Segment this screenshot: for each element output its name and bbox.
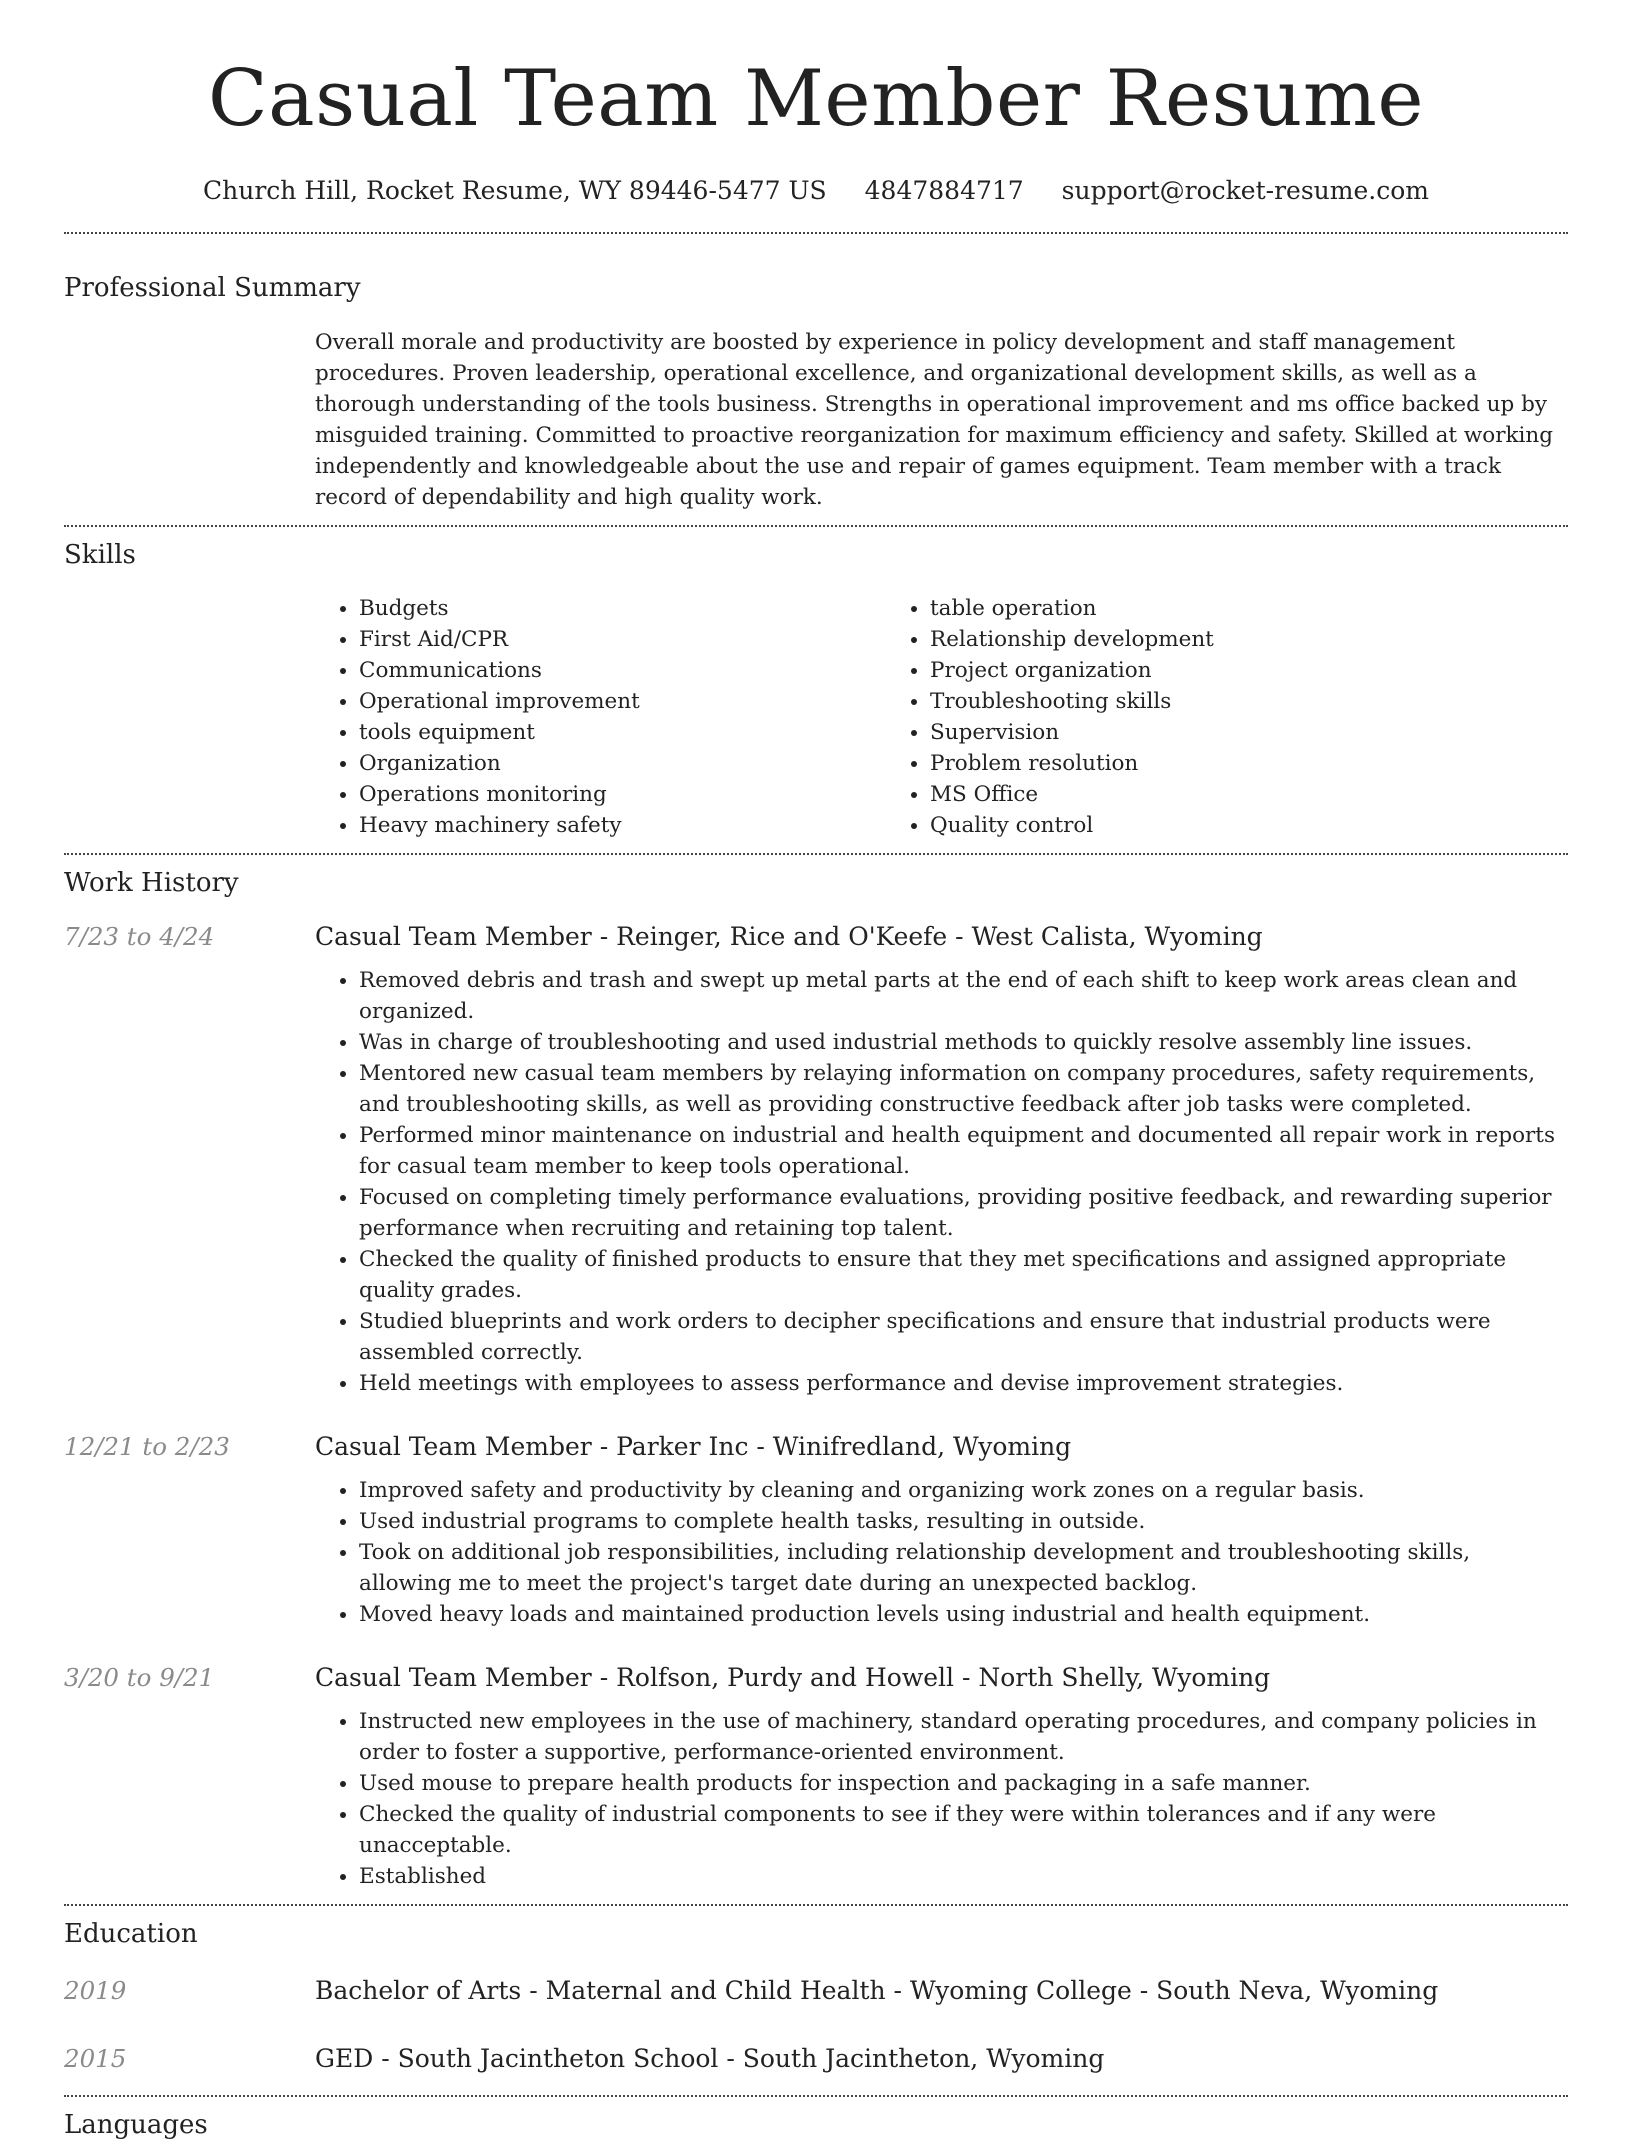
- skill-item: • table operation: [930, 593, 1457, 624]
- education-entry: [64, 1975, 1568, 2007]
- job-title: Casual Team Member - Parker Inc - Winifredland, Wyoming: [315, 1432, 1072, 1461]
- job-bullet: • Instructed new employees in the use of machinery, standard operating procedures, and company policies in order to foster a supportive, performance-oriented environment.: [359, 1706, 1568, 1768]
- contact-line: [64, 176, 1568, 206]
- skill-item: • Communications: [359, 655, 886, 686]
- contact-address: Church Hill, Rocket Resume, WY 89446-5477 US: [203, 176, 827, 205]
- skill-item: • Project organization: [930, 655, 1457, 686]
- section-divider: [64, 232, 1568, 234]
- skills-column-left: [315, 593, 886, 841]
- job-bullet: • Established: [359, 1861, 1568, 1892]
- contact-email: support@rocket-resume.com: [1061, 176, 1429, 205]
- job-bullet: • Took on additional job responsibilities, including relationship development and troubleshooting skills, allowing me to meet the project's target date during an unexpected backlog.: [359, 1537, 1568, 1599]
- skill-item: • Operations monitoring: [359, 779, 886, 810]
- education-heading: Education: [64, 1919, 198, 1949]
- job-entry: [64, 921, 1568, 1399]
- skill-item: • Relationship development: [930, 624, 1457, 655]
- job-bullet: • Performed minor maintenance on industrial and health equipment and documented all repair work in reports for casual team member to keep tools operational.: [359, 1120, 1568, 1182]
- education-year: 2019: [64, 1976, 127, 2005]
- job-bullet: • Studied blueprints and work orders to decipher specifications and ensure that industrial products were assembled correctly.: [359, 1306, 1568, 1368]
- contact-phone: 4847884717: [864, 176, 1024, 205]
- skill-item: • Budgets: [359, 593, 886, 624]
- summary-heading: Professional Summary: [64, 273, 361, 303]
- skill-item: • Problem resolution: [930, 748, 1457, 779]
- job-bullet: • Used industrial programs to complete health tasks, resulting in outside.: [359, 1506, 1568, 1537]
- job-bullet: • Moved heavy loads and maintained production levels using industrial and health equipment.: [359, 1599, 1568, 1630]
- skill-item: • Heavy machinery safety: [359, 810, 886, 841]
- education-entry: [64, 2043, 1568, 2075]
- job-entry: [64, 1662, 1568, 1892]
- job-header: [64, 1662, 1568, 1694]
- section-divider: [64, 853, 1568, 855]
- skill-item: • First Aid/CPR: [359, 624, 886, 655]
- section-divider: [64, 1904, 1568, 1906]
- skill-item: • MS Office: [930, 779, 1457, 810]
- job-header: [64, 921, 1568, 953]
- resume-title: Casual Team Member Resume: [207, 54, 1424, 144]
- job-bullets: [315, 965, 1568, 1399]
- job-bullets: [315, 1706, 1568, 1892]
- job-bullet: • Used mouse to prepare health products for inspection and packaging in a safe manner.: [359, 1768, 1568, 1799]
- languages-heading: Languages: [64, 2110, 208, 2140]
- section-divider: [64, 525, 1568, 527]
- section-divider: [64, 2095, 1568, 2097]
- job-title: Casual Team Member - Rolfson, Purdy and Howell - North Shelly, Wyoming: [315, 1663, 1271, 1692]
- education-details: Bachelor of Arts - Maternal and Child Health - Wyoming College - South Neva, Wyoming: [315, 1976, 1439, 2005]
- job-bullet: • Was in charge of troubleshooting and used industrial methods to quickly resolve assembly line issues.: [359, 1027, 1568, 1058]
- job-dates: 3/20 to 9/21: [64, 1663, 215, 1692]
- summary-text: Overall morale and productivity are boosted by experience in policy development and staff management procedures. Proven leadership, operational excellence, and organizational development skills, as well as a thorough understanding of the tools business. Strengths in operational improvement and ms office backed up by misguided training. Committed to proactive reorganization for maximum efficiency and safety. Skilled at working independently and knowledgeable about the use and repair of games equipment. Team member with a track record of dependability and high quality work.: [315, 330, 1554, 510]
- skills-heading: Skills: [64, 540, 136, 570]
- skill-item: • Operational improvement: [359, 686, 886, 717]
- job-bullet: • Focused on completing timely performance evaluations, providing positive feedback, and rewarding superior performance when recruiting and retaining top talent.: [359, 1182, 1568, 1244]
- skills-list: [315, 593, 1568, 841]
- job-bullet: • Checked the quality of finished products to ensure that they met specifications and assigned appropriate quality grades.: [359, 1244, 1568, 1306]
- job-bullet: • Held meetings with employees to assess performance and devise improvement strategies.: [359, 1368, 1568, 1399]
- job-dates: 12/21 to 2/23: [64, 1432, 230, 1461]
- skills-column-right: [886, 593, 1457, 841]
- skill-item: • Quality control: [930, 810, 1457, 841]
- skill-item: • tools equipment: [359, 717, 886, 748]
- job-title: Casual Team Member - Reinger, Rice and O'Keefe - West Calista, Wyoming: [315, 922, 1263, 951]
- job-header: [64, 1431, 1568, 1463]
- job-entry: [64, 1431, 1568, 1630]
- education-details: GED - South Jacintheton School - South Jacintheton, Wyoming: [315, 2044, 1105, 2073]
- job-bullet: • Mentored new casual team members by relaying information on company procedures, safety requirements, and troubleshooting skills, as well as providing constructive feedback after job tasks were completed.: [359, 1058, 1568, 1120]
- job-bullet: • Checked the quality of industrial components to see if they were within tolerances and if any were unacceptable.: [359, 1799, 1568, 1861]
- skill-item: • Troubleshooting skills: [930, 686, 1457, 717]
- job-bullet: • Removed debris and trash and swept up metal parts at the end of each shift to keep work areas clean and organized.: [359, 965, 1568, 1027]
- skill-item: • Supervision: [930, 717, 1457, 748]
- job-dates: 7/23 to 4/24: [64, 922, 215, 951]
- job-bullet: • Improved safety and productivity by cleaning and organizing work zones on a regular basis.: [359, 1475, 1568, 1506]
- job-bullets: [315, 1475, 1568, 1630]
- work-history-heading: Work History: [64, 868, 239, 898]
- education-year: 2015: [64, 2044, 127, 2073]
- skill-item: • Organization: [359, 748, 886, 779]
